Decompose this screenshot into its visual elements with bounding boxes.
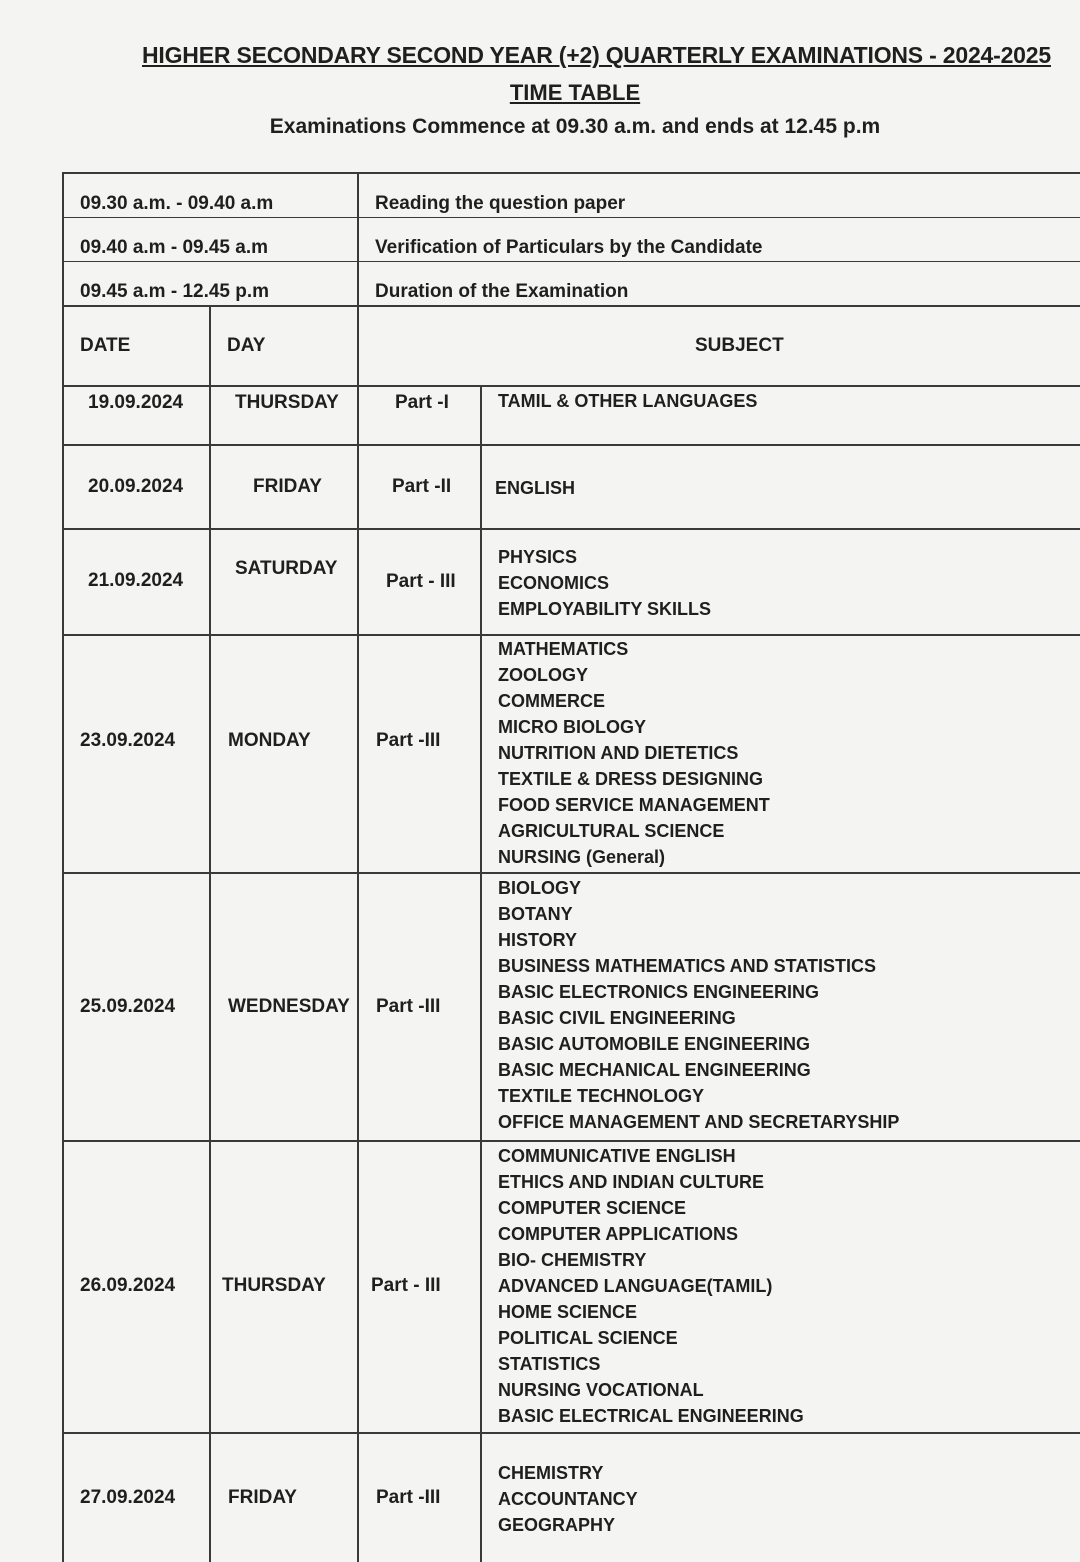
exam-day: WEDNESDAY <box>228 996 350 1017</box>
exam-subject: FOOD SERVICE MANAGEMENT <box>498 795 770 815</box>
exam-part: Part -II <box>392 476 452 497</box>
column-header-date: DATE <box>80 335 131 356</box>
exam-part: Part -III <box>376 996 441 1017</box>
exam-date: 23.09.2024 <box>80 730 176 751</box>
exam-subject: CHEMISTRY <box>498 1463 604 1483</box>
exam-subject: MICRO BIOLOGY <box>498 717 646 737</box>
exam-subject: HISTORY <box>498 930 578 950</box>
exam-subject: EMPLOYABILITY SKILLS <box>498 599 712 619</box>
schedule-activity: Duration of the Examination <box>375 281 629 302</box>
schedule-activity: Verification of Particulars by the Candidate <box>375 237 763 258</box>
exam-subject-list <box>498 875 899 1135</box>
exam-date: 27.09.2024 <box>80 1487 176 1508</box>
exam-subject: NUTRITION AND DIETETICS <box>498 743 739 763</box>
exam-subject: TEXTILE & DRESS DESIGNING <box>498 769 764 789</box>
exam-day: SATURDAY <box>235 558 338 579</box>
column-header-day: DAY <box>227 335 266 356</box>
exam-subject: BIO- CHEMISTRY <box>498 1250 647 1270</box>
exam-day: THURSDAY <box>235 392 339 413</box>
exam-date: 26.09.2024 <box>80 1275 176 1296</box>
exam-part: Part -III <box>376 730 441 751</box>
exam-subject-list <box>498 544 711 622</box>
exam-part: Part -I <box>395 392 449 413</box>
exam-subject: NURSING (General) <box>498 847 666 867</box>
schedule-time: 09.45 a.m - 12.45 p.m <box>80 281 270 302</box>
exam-subject: ECONOMICS <box>498 573 610 593</box>
exam-subject: COMMERCE <box>498 691 605 711</box>
exam-subject: ADVANCED LANGUAGE(TAMIL) <box>498 1276 773 1296</box>
exam-subject-list <box>498 636 770 870</box>
document-title: HIGHER SECONDARY SECOND YEAR (+2) QUARTERLY EXAMINATIONS - 2024-2025 <box>142 42 1051 68</box>
exam-day: MONDAY <box>228 730 311 751</box>
exam-subject: BASIC CIVIL ENGINEERING <box>498 1008 736 1028</box>
exam-part: Part - III <box>371 1275 441 1296</box>
exam-subject: COMPUTER SCIENCE <box>498 1198 687 1218</box>
exam-subject: BASIC ELECTRONICS ENGINEERING <box>498 982 820 1002</box>
exam-date: 19.09.2024 <box>88 392 184 413</box>
document-subtitle: TIME TABLE <box>509 80 641 105</box>
exam-subject: BASIC AUTOMOBILE ENGINEERING <box>498 1034 811 1054</box>
exam-subject: STATISTICS <box>498 1354 601 1374</box>
exam-part: Part -III <box>376 1487 441 1508</box>
exam-subject: BUSINESS MATHEMATICS AND STATISTICS <box>498 956 876 976</box>
exam-subject: BASIC ELECTRICAL ENGINEERING <box>498 1406 804 1426</box>
schedule-activity: Reading the question paper <box>375 193 626 214</box>
exam-part: Part - III <box>386 571 456 592</box>
exam-subject: GEOGRAPHY <box>498 1515 616 1535</box>
exam-day: FRIDAY <box>228 1487 297 1508</box>
exam-subject: MATHEMATICS <box>498 639 629 659</box>
exam-subject: HOME SCIENCE <box>498 1302 638 1322</box>
exam-day: FRIDAY <box>253 476 322 497</box>
exam-subject: TEXTILE TECHNOLOGY <box>498 1086 705 1106</box>
exam-subject: TAMIL & OTHER LANGUAGES <box>498 391 758 411</box>
exam-subject: AGRICULTURAL SCIENCE <box>498 821 725 841</box>
exam-subject-list <box>498 388 757 414</box>
exam-subject: ETHICS AND INDIAN CULTURE <box>498 1172 764 1192</box>
exam-subject: COMMUNICATIVE ENGLISH <box>498 1146 736 1166</box>
exam-subject: BIOLOGY <box>498 878 582 898</box>
exam-subject: ENGLISH <box>495 478 576 498</box>
exam-subject: ACCOUNTANCY <box>498 1489 638 1509</box>
exam-date: 20.09.2024 <box>88 476 184 497</box>
exam-subject-list <box>498 1460 638 1538</box>
exam-subject: PHYSICS <box>498 547 578 567</box>
exam-subject: BOTANY <box>498 904 573 924</box>
exam-subject-list <box>498 1143 804 1429</box>
exam-day: THURSDAY <box>222 1275 326 1296</box>
exam-subject: ZOOLOGY <box>498 665 588 685</box>
exam-date: 21.09.2024 <box>88 570 184 591</box>
exam-timing-note: Examinations Commence at 09.30 a.m. and ends at 12.45 p.m <box>269 115 881 138</box>
schedule-time: 09.30 a.m. - 09.40 a.m <box>80 193 274 214</box>
exam-subject: POLITICAL SCIENCE <box>498 1328 678 1348</box>
column-header-subject: SUBJECT <box>695 335 784 356</box>
schedule-time: 09.40 a.m - 09.45 a.m <box>80 237 269 258</box>
exam-subject-list <box>495 475 575 501</box>
exam-subject: COMPUTER APPLICATIONS <box>498 1224 739 1244</box>
exam-subject: OFFICE MANAGEMENT AND SECRETARYSHIP <box>498 1112 900 1132</box>
exam-subject: NURSING VOCATIONAL <box>498 1380 704 1400</box>
exam-subject: BASIC MECHANICAL ENGINEERING <box>498 1060 811 1080</box>
exam-date: 25.09.2024 <box>80 996 176 1017</box>
